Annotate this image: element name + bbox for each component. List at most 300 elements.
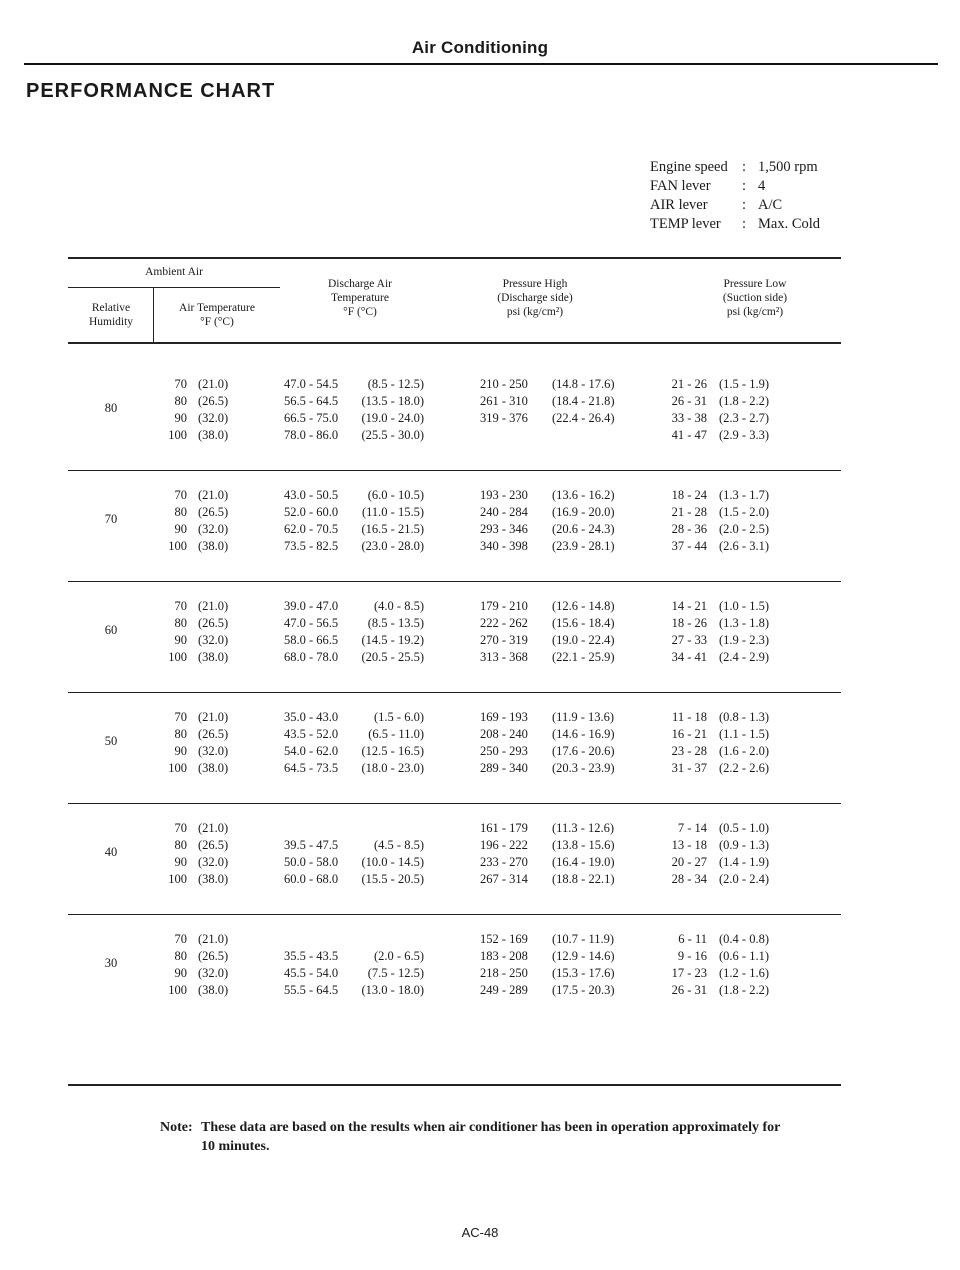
low-row [660, 504, 769, 521]
high-row [480, 521, 615, 538]
condition-value: A/C [758, 197, 783, 213]
high-metric: (15.6 - 18.4) [552, 616, 615, 630]
pressure-low-header-line: Pressure Low [723, 278, 787, 290]
low-row [660, 487, 769, 504]
high-row [480, 948, 615, 965]
humidity-value: 30 [104, 956, 118, 970]
low-value: 13 - 18 [671, 838, 707, 852]
high-row [480, 487, 615, 504]
temps-row [157, 649, 228, 666]
high-metric: (10.7 - 11.9) [552, 932, 615, 946]
group-separator [68, 470, 841, 471]
temps-row [157, 393, 228, 410]
high-metric: (11.3 - 12.6) [552, 821, 615, 835]
temps-value: 90 [174, 966, 187, 980]
discharge-value: 68.0 - 78.0 [284, 650, 339, 664]
discharge-air-header-line: Temperature [331, 292, 389, 304]
temps-metric: (21.0) [198, 821, 229, 835]
high-metric: (16.4 - 19.0) [552, 855, 615, 869]
temps-row [157, 760, 228, 777]
high-metric: (16.9 - 20.0) [552, 505, 615, 519]
discharge-row [284, 410, 424, 427]
header-bottom-rule [68, 342, 841, 344]
low-metric: (1.8 - 2.2) [719, 983, 769, 997]
temps-metric: (26.5) [198, 949, 229, 963]
high-value: 179 - 210 [480, 599, 528, 613]
low-metric: (1.8 - 2.2) [719, 394, 769, 408]
temps-value: 100 [168, 650, 187, 664]
temps-metric: (21.0) [198, 599, 229, 613]
temps-metric: (38.0) [198, 983, 229, 997]
discharge-row [284, 709, 424, 726]
low-value: 28 - 34 [671, 872, 707, 886]
discharge-value: 39.5 - 47.5 [284, 838, 339, 852]
low-row [660, 965, 769, 982]
low-value: 6 - 11 [678, 932, 707, 946]
note-text: These data are based on the results when air conditioner has been in operation approximately for 10 minutes. [201, 1120, 781, 1154]
discharge-metric: (7.5 - 12.5) [367, 966, 424, 980]
discharge-metric: (16.5 - 21.5) [361, 522, 424, 536]
discharge-metric: (6.0 - 10.5) [367, 488, 424, 502]
condition-separator: : [742, 178, 747, 194]
low-metric: (1.4 - 1.9) [719, 855, 769, 869]
discharge-value: 64.5 - 73.5 [284, 761, 339, 775]
high-metric: (22.1 - 25.9) [552, 650, 615, 664]
low-metric: (1.1 - 1.5) [719, 727, 769, 741]
low-metric: (1.5 - 2.0) [719, 505, 769, 519]
high-metric: (14.6 - 16.9) [552, 727, 615, 741]
pressure-high-header [470, 277, 600, 319]
discharge-row [284, 649, 424, 666]
discharge-air-header-line: Discharge Air [328, 278, 392, 290]
temps-metric: (26.5) [198, 727, 229, 741]
discharge-metric: (13.5 - 18.0) [361, 394, 424, 408]
low-value: 17 - 23 [671, 966, 707, 980]
discharge-row [284, 837, 424, 854]
high-metric: (18.4 - 21.8) [552, 394, 615, 408]
high-metric: (11.9 - 13.6) [552, 710, 615, 724]
discharge-row [284, 598, 424, 615]
temps-row [157, 948, 228, 965]
low-metric: (0.5 - 1.0) [719, 821, 769, 835]
condition-label: FAN lever [650, 178, 711, 194]
low-row [660, 649, 769, 666]
pressure-low-header [690, 277, 820, 319]
low-row [660, 854, 769, 871]
low-metric: (1.0 - 1.5) [719, 599, 769, 613]
low-row [660, 726, 769, 743]
temps-row [157, 726, 228, 743]
high-value: 240 - 284 [480, 505, 528, 519]
discharge-value: 66.5 - 75.0 [284, 411, 339, 425]
high-row [480, 743, 615, 760]
discharge-metric: (1.5 - 6.0) [374, 710, 424, 724]
condition-separator: : [742, 159, 747, 175]
top-rule [24, 63, 938, 65]
low-value: 20 - 27 [671, 855, 707, 869]
discharge-value: 35.0 - 43.0 [284, 710, 339, 724]
relative-humidity-header [68, 301, 154, 329]
temps-row [157, 410, 228, 427]
high-metric: (13.8 - 15.6) [552, 838, 615, 852]
temps-metric: (32.0) [198, 411, 229, 425]
high-row [480, 649, 615, 666]
low-metric: (0.8 - 1.3) [719, 710, 769, 724]
low-metric: (1.6 - 2.0) [719, 744, 769, 758]
discharge-metric: (14.5 - 19.2) [361, 633, 424, 647]
low-value: 21 - 26 [671, 377, 707, 391]
low-row [660, 538, 769, 555]
humidity-value: 80 [104, 401, 118, 415]
low-value: 33 - 38 [671, 411, 707, 425]
high-row [480, 598, 615, 615]
low-value: 41 - 47 [671, 428, 707, 442]
high-value: 169 - 193 [480, 710, 528, 724]
temps-row [157, 538, 228, 555]
temps-value: 70 [174, 377, 187, 391]
relative-humidity-header-line: Humidity [88, 316, 134, 328]
low-row [660, 820, 769, 837]
high-value: 218 - 250 [480, 966, 528, 980]
temps-row [157, 615, 228, 632]
temps-metric: (38.0) [198, 872, 229, 886]
discharge-value: 52.0 - 60.0 [284, 505, 339, 519]
low-metric: (2.9 - 3.3) [719, 428, 769, 442]
discharge-metric: (15.5 - 20.5) [361, 872, 424, 886]
discharge-value: 39.0 - 47.0 [284, 599, 339, 613]
discharge-metric: (18.0 - 23.0) [361, 761, 424, 775]
temps-value: 70 [174, 710, 187, 724]
temps-value: 90 [174, 633, 187, 647]
pressure-low-header-line: psi (kg/cm²) [726, 306, 784, 318]
low-row [660, 837, 769, 854]
condition-row [650, 196, 820, 215]
temps-metric: (38.0) [198, 539, 229, 553]
temps-row [157, 743, 228, 760]
discharge-value: 47.0 - 54.5 [284, 377, 339, 391]
discharge-value: 35.5 - 43.5 [284, 949, 339, 963]
high-value: 289 - 340 [480, 761, 528, 775]
high-value: 250 - 293 [480, 744, 528, 758]
high-row [480, 871, 615, 888]
group-separator [68, 692, 841, 693]
temps-metric: (21.0) [198, 488, 229, 502]
low-metric: (0.9 - 1.3) [719, 838, 769, 852]
high-value: 319 - 376 [480, 411, 528, 425]
high-value: 208 - 240 [480, 727, 528, 741]
discharge-row [284, 521, 424, 538]
discharge-metric: (4.5 - 8.5) [374, 838, 424, 852]
high-metric: (15.3 - 17.6) [552, 966, 615, 980]
discharge-row [284, 427, 424, 444]
discharge-metric: (23.0 - 28.0) [361, 539, 424, 553]
high-value: 267 - 314 [480, 872, 528, 886]
page-number: AC-48 [461, 1225, 499, 1240]
high-value: 152 - 169 [480, 932, 528, 946]
discharge-value: 43.5 - 52.0 [284, 727, 339, 741]
temps-metric: (21.0) [198, 710, 229, 724]
low-metric: (2.6 - 3.1) [719, 539, 769, 553]
discharge-metric: (19.0 - 24.0) [361, 411, 424, 425]
discharge-value: 78.0 - 86.0 [284, 428, 339, 442]
discharge-value: 55.5 - 64.5 [284, 983, 339, 997]
temps-metric: (26.5) [198, 394, 229, 408]
discharge-metric: (10.0 - 14.5) [361, 855, 424, 869]
high-value: 293 - 346 [480, 522, 528, 536]
low-metric: (2.0 - 2.5) [719, 522, 769, 536]
low-row [660, 709, 769, 726]
low-value: 18 - 24 [671, 488, 707, 502]
discharge-row [284, 538, 424, 555]
discharge-metric: (13.0 - 18.0) [361, 983, 424, 997]
air-temperature-header-line: Air Temperature [179, 302, 255, 314]
humidity-value: 50 [104, 734, 118, 748]
high-value: 233 - 270 [480, 855, 528, 869]
temps-value: 80 [174, 949, 187, 963]
group-separator [68, 581, 841, 582]
note-label: Note: [160, 1120, 193, 1135]
temps-value: 70 [174, 932, 187, 946]
ambient-air-rule [68, 287, 280, 288]
temps-row [157, 837, 228, 854]
high-value: 261 - 310 [480, 394, 528, 408]
high-row [480, 538, 615, 555]
condition-row [650, 215, 820, 234]
discharge-row [284, 982, 424, 999]
high-metric: (13.6 - 16.2) [552, 488, 615, 502]
discharge-value: 45.5 - 54.0 [284, 966, 339, 980]
low-value: 7 - 14 [677, 821, 707, 835]
temps-row [157, 709, 228, 726]
test-conditions [650, 158, 820, 234]
temps-value: 100 [168, 428, 187, 442]
discharge-metric: (8.5 - 13.5) [367, 616, 424, 630]
low-row [660, 521, 769, 538]
discharge-metric: (6.5 - 11.0) [368, 727, 424, 741]
group-separator [68, 914, 841, 915]
high-row [480, 820, 614, 837]
discharge-row [284, 487, 424, 504]
temps-value: 90 [174, 411, 187, 425]
discharge-row [284, 743, 424, 760]
discharge-air-header-line: °F (°C) [343, 306, 377, 318]
low-value: 14 - 21 [671, 599, 707, 613]
low-value: 28 - 36 [671, 522, 707, 536]
pressure-low-header-line: (Suction side) [722, 292, 788, 304]
temps-value: 100 [168, 983, 187, 997]
temps-row [157, 982, 228, 999]
temps-row [157, 632, 228, 649]
discharge-value: 56.5 - 64.5 [284, 394, 339, 408]
high-row [480, 632, 615, 649]
condition-row [650, 177, 820, 196]
low-value: 34 - 41 [671, 650, 707, 664]
high-value: 183 - 208 [480, 949, 528, 963]
high-row [480, 504, 615, 521]
low-metric: (1.2 - 1.6) [719, 966, 769, 980]
discharge-row [284, 393, 424, 410]
low-value: 23 - 28 [671, 744, 707, 758]
condition-value: 4 [758, 178, 766, 194]
high-value: 210 - 250 [480, 377, 528, 391]
high-metric: (19.0 - 22.4) [552, 633, 615, 647]
high-metric: (12.6 - 14.8) [552, 599, 615, 613]
humidity-value: 40 [104, 845, 118, 859]
low-value: 26 - 31 [671, 394, 707, 408]
discharge-value: 43.0 - 50.5 [284, 488, 339, 502]
discharge-row [284, 948, 424, 965]
high-metric: (12.9 - 14.6) [552, 949, 615, 963]
high-row [480, 982, 615, 999]
high-metric: (20.6 - 24.3) [552, 522, 615, 536]
high-row [480, 709, 614, 726]
discharge-row [284, 965, 424, 982]
low-value: 16 - 21 [671, 727, 707, 741]
low-metric: (2.0 - 2.4) [719, 872, 769, 886]
high-value: 196 - 222 [480, 838, 528, 852]
low-metric: (0.4 - 0.8) [719, 932, 769, 946]
condition-value: 1,500 rpm [758, 159, 818, 175]
temps-value: 100 [168, 761, 187, 775]
discharge-row [284, 760, 424, 777]
temps-metric: (38.0) [198, 428, 229, 442]
high-metric: (17.6 - 20.6) [552, 744, 615, 758]
low-row [660, 871, 769, 888]
pressure-high-header-line: (Discharge side) [497, 292, 573, 304]
high-row [480, 393, 615, 410]
temps-metric: (38.0) [198, 761, 229, 775]
discharge-value: 62.0 - 70.5 [284, 522, 339, 536]
condition-label: AIR lever [650, 197, 708, 213]
temps-row [157, 504, 228, 521]
low-value: 11 - 18 [672, 710, 707, 724]
high-metric: (20.3 - 23.9) [552, 761, 615, 775]
high-row [480, 837, 615, 854]
low-metric: (1.3 - 1.8) [719, 616, 769, 630]
condition-row [650, 158, 820, 177]
discharge-metric: (12.5 - 16.5) [361, 744, 424, 758]
temps-value: 100 [168, 872, 187, 886]
humidity-value: 60 [104, 623, 118, 637]
temps-value: 70 [174, 821, 187, 835]
low-row [660, 743, 769, 760]
temps-metric: (26.5) [198, 838, 229, 852]
discharge-metric: (4.0 - 8.5) [374, 599, 424, 613]
low-row [660, 393, 769, 410]
discharge-value: 73.5 - 82.5 [284, 539, 339, 553]
low-value: 21 - 28 [671, 505, 707, 519]
low-metric: (2.4 - 2.9) [719, 650, 769, 664]
humidity-value: 70 [104, 512, 118, 526]
high-value: 340 - 398 [480, 539, 528, 553]
discharge-value: 60.0 - 68.0 [284, 872, 339, 886]
condition-label: Engine speed [650, 159, 728, 175]
high-metric: (23.9 - 28.1) [552, 539, 615, 553]
low-row [660, 632, 769, 649]
temps-row [157, 376, 228, 393]
discharge-value: 47.0 - 56.5 [284, 616, 339, 630]
temps-value: 90 [174, 744, 187, 758]
relative-humidity-header-line: Relative [91, 302, 131, 314]
table-top-rule [68, 257, 841, 259]
low-value: 18 - 26 [671, 616, 707, 630]
low-row [660, 410, 769, 427]
low-row [660, 615, 769, 632]
low-metric: (0.6 - 1.1) [719, 949, 769, 963]
temps-metric: (38.0) [198, 650, 229, 664]
temps-row [157, 487, 228, 504]
pressure-high-header-line: Pressure High [502, 278, 568, 290]
section-title: Air Conditioning [411, 38, 549, 57]
high-value: 193 - 230 [480, 488, 528, 502]
temps-metric: (26.5) [198, 505, 229, 519]
temps-value: 70 [174, 488, 187, 502]
temps-value: 80 [174, 838, 187, 852]
discharge-air-header [285, 277, 435, 319]
discharge-row [284, 632, 424, 649]
condition-separator: : [742, 216, 747, 232]
discharge-metric: (20.5 - 25.5) [361, 650, 424, 664]
discharge-value: 50.0 - 58.0 [284, 855, 339, 869]
high-row [480, 615, 615, 632]
temps-value: 80 [174, 727, 187, 741]
high-row [480, 726, 615, 743]
discharge-metric: (11.0 - 15.5) [361, 505, 424, 519]
temps-metric: (21.0) [198, 932, 229, 946]
high-row [480, 965, 615, 982]
low-row [660, 948, 769, 965]
temps-row [157, 854, 228, 871]
temps-row [157, 871, 228, 888]
discharge-metric: (25.5 - 30.0) [361, 428, 424, 442]
discharge-row [284, 615, 424, 632]
high-value: 222 - 262 [480, 616, 528, 630]
temps-value: 90 [174, 522, 187, 536]
temps-value: 80 [174, 616, 187, 630]
low-row [660, 376, 769, 393]
temps-row [157, 598, 228, 615]
high-metric: (22.4 - 26.4) [552, 411, 615, 425]
pressure-high-header-line: psi (kg/cm²) [506, 306, 564, 318]
low-value: 9 - 16 [677, 949, 707, 963]
low-row [660, 982, 769, 999]
chart-title: PERFORMANCE CHART [26, 80, 276, 102]
high-row [480, 854, 615, 871]
discharge-value: 58.0 - 66.5 [284, 633, 339, 647]
low-value: 31 - 37 [671, 761, 707, 775]
temps-row [157, 965, 228, 982]
low-value: 27 - 33 [671, 633, 707, 647]
low-row [660, 760, 769, 777]
group-separator [68, 803, 841, 804]
discharge-row [284, 726, 424, 743]
temps-metric: (32.0) [198, 966, 229, 980]
temps-value: 100 [168, 539, 187, 553]
discharge-row [284, 376, 424, 393]
discharge-metric: (2.0 - 6.5) [374, 949, 424, 963]
temps-metric: (21.0) [198, 377, 229, 391]
temps-row [157, 521, 228, 538]
low-value: 37 - 44 [671, 539, 707, 553]
condition-separator: : [742, 197, 747, 213]
temps-metric: (32.0) [198, 744, 229, 758]
high-row [480, 410, 615, 427]
high-row [480, 376, 615, 393]
high-row [480, 760, 615, 777]
temps-value: 80 [174, 505, 187, 519]
air-temperature-header [154, 301, 280, 329]
high-row [480, 931, 614, 948]
